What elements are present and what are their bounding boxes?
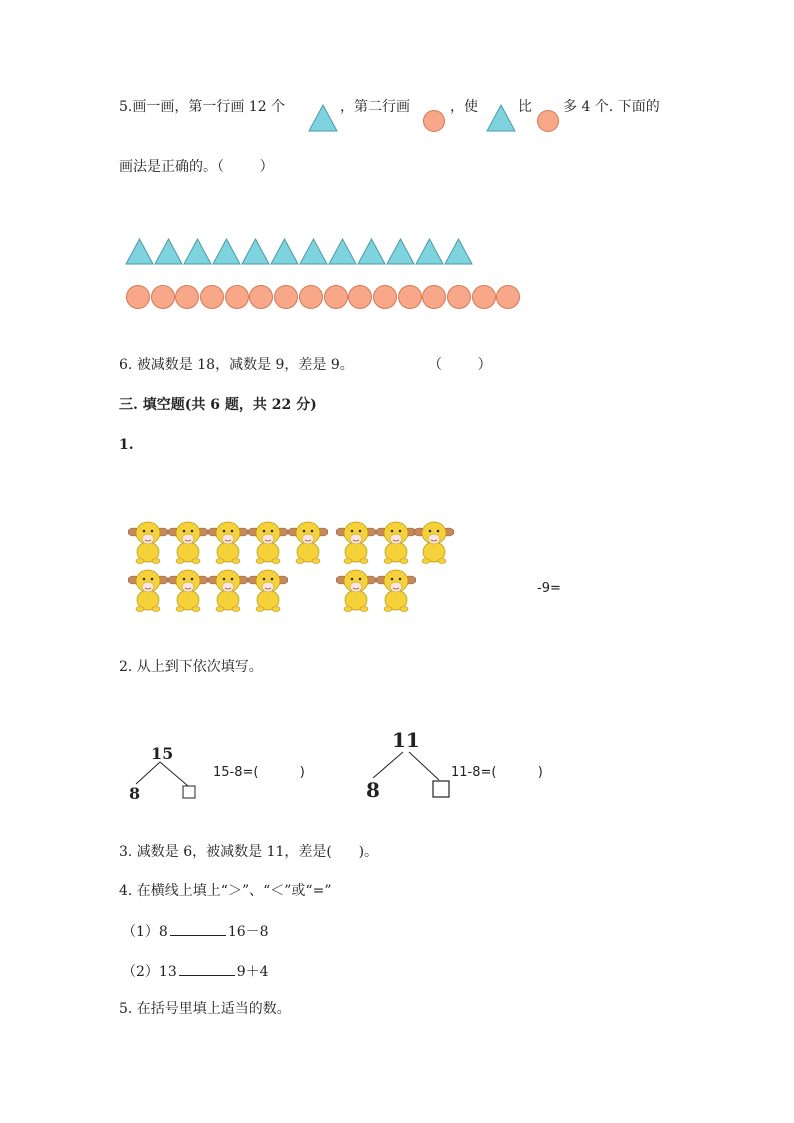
circle-icon [225,285,249,309]
dog-icon [208,520,248,564]
circle-icon [249,285,273,309]
triangle-icon [308,104,338,132]
circle-icon [324,285,348,309]
q5-text-part1: 5.画一画，第一行画 12 个 [119,99,286,115]
dog-icon [376,568,416,612]
triangle-icon [212,238,241,265]
tree2-left-number: 8 [366,778,380,802]
circle-icon [373,285,397,309]
dog-icon [248,568,288,612]
triangle-icon [299,238,328,265]
q5-text-line2: 画法是正确的。（ ） [119,159,274,175]
q5-text-part2: ，第二行画 [340,99,410,115]
circle-icon [422,285,446,309]
circle-icon [175,285,199,309]
tree2-top-number: 11 [392,728,420,752]
circle-icon [423,110,445,132]
dog-icon [128,520,168,564]
fill-q2-label: 2. 从上到下依次填写。 [119,659,263,675]
q6-text: 6. 被减数是 18，减数是 9，差是 9。 [119,357,354,373]
circle-icon [472,285,496,309]
dog-icon [336,568,376,612]
circle-icon [398,285,422,309]
circle-icon [496,285,520,309]
triangle-icon [415,238,444,265]
fill-q4-text: 4. 在横线上填上“＞”、“＜”或“=” [119,883,332,899]
circle-row [126,285,521,309]
fill-q4-item2-suffix: 9＋4 [236,964,269,980]
circle-icon [537,110,559,132]
circle-icon [126,285,150,309]
fill-q4-item1 [122,921,269,941]
circle-icon [200,285,224,309]
tree1-top-number: 15 [151,744,174,763]
circle-icon [299,285,323,309]
triangle-icon [486,104,516,132]
tree1-left-number: 8 [129,784,141,803]
circle-icon [348,285,372,309]
fill-q3-text: 3. 减数是 6，被减数是 11，差是( )。 [119,844,379,860]
triangle-icon [444,238,473,265]
q5-text-part4: 比 [518,99,532,115]
triangle-icon [154,238,183,265]
answer-blank[interactable] [179,961,235,976]
dog-icon [128,568,168,612]
dog-icon [248,520,288,564]
triangle-icon [357,238,386,265]
q5-text-part3: ，使 [450,99,478,115]
dog-icon [414,520,454,564]
answer-blank[interactable] [170,921,226,936]
triangle-icon [241,238,270,265]
q5-text-part5: 多 4 个. 下面的 [563,99,660,115]
fill-q1-equation: -9= [537,581,561,596]
circle-icon [447,285,471,309]
circle-icon [151,285,175,309]
section-title: 三. 填空题(共 6 题，共 22 分) [119,397,317,413]
triangle-icon [125,238,154,265]
dog-icon [288,520,328,564]
triangle-row [125,238,473,265]
dog-icon [168,568,208,612]
fill-q1-label: 1. [119,437,134,453]
tree2-equation: 11-8=( ) [451,765,543,780]
q6-answer-bracket: （ ） [428,357,492,373]
circle-icon [274,285,298,309]
triangle-icon [386,238,415,265]
triangle-icon [328,238,357,265]
fill-q4-item2 [122,961,269,981]
fill-q4-item2-prefix: （2）13 [122,964,177,980]
triangle-icon [270,238,299,265]
fill-q5-text: 5. 在括号里填上适当的数。 [119,1001,291,1017]
dog-icon [208,568,248,612]
dog-icon [168,520,208,564]
triangle-icon [183,238,212,265]
fill-q4-item1-prefix: （1）8 [122,924,168,940]
dog-icon [336,520,376,564]
tree1-equation: 15-8=( ) [213,765,305,780]
fill-q4-item1-suffix: 16－8 [227,924,269,940]
dog-icon [376,520,416,564]
